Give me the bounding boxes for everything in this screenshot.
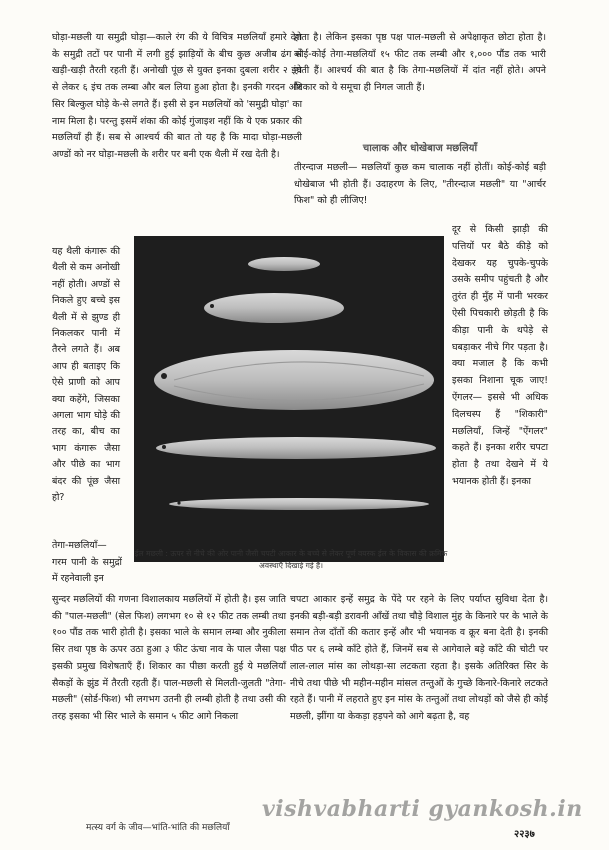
eel-larva-1 [248,257,320,271]
column-bottom-left [52,592,286,726]
photo-caption: ईल मछली : ऊपर से नीचे की ओर पानी जैसी चपटी आकार के बच्चे से लेकर पूर्ण वयस्क ईल के विकास की क्रमिक अवस्थाएँ दिखाई गई हैं। [134,549,448,570]
paragraph-archer-fish: तीरन्दाज मछली— मछलियाँ कुछ कम चालाक नहीं होतीं। कोई-कोई बड़ी धोखेबाज भी होती हैं। उदाहरण के लिए, "तीरन्दाज मछली" या "आर्चर फिश" को ही लीजिए! [294,162,546,207]
column-top-right [294,30,546,97]
paragraph-angler: दूर से किसी झाड़ी की पत्तियों पर बैठे कीड़े को देखकर यह चुपके-चुपके उसके समीप पहुंचती है और तुरंत ही मुँह में पानी भरकर ऐसी पिचकारी छोड़ती है कि कीड़ा पानी के थपेड़े से घबड़ाकर नीचे गिर पड़ता है। क्या मजाल है कि कभी इसका निशाना चूक जाए! ऐंगलर— इससे भी अधिक दिलचस्प हैं "शिकारी" मछलियाँ, जिन्हें "ऐंगलर" कहते हैं। इनका शरीर चपटा होता है तथा देखने में ये भयानक होती हैं। इनका [452,224,548,487]
column-left-narrow [52,244,120,507]
column-left-bottom-narrow [52,538,122,588]
watermark: vishvabharti gyankosh.in [262,796,583,822]
eel-larva-2 [204,293,344,323]
section-heading: चालाक और धोखेबाज मछलियाँ [362,143,478,154]
page-number: २२३७ [514,829,535,840]
paragraph-swordfish-intro: तेगा-मछलियाँ— गरम पानी के समुद्रों में रहनेवाली इन [52,540,122,585]
paragraph-seahorse: घोड़ा-मछली या समुद्री घोड़ा—काले रंग की ये विचित्र मछलियाँ हमारे देश के समुद्री तटों पर पानी में लगी हुई झाड़ियों के बीच कुछ अजीब ढंग से खड़ी-खड़ी तैरती रहती हैं। अनोखी पूंछ से युक्त इनका दुबला शरीर २ इंच से लेकर ६ इंच तक लम्बा और बल लिया हुआ होता है। इनकी गरदन और सिर बिल्कुल घोड़े के-से लगते हैं। इसी से इन मछलियों को 'समुद्री घोड़ा' का नाम मिला है। परन्तु इसमें शंका की कोई गुंजाइश नहीं कि ये एक प्रकार की मछलियाँ ही हैं। सब से आश्चर्य की बात तो यह है कि मादा घोड़ा-मछली अण्डों को नर घोड़ा-मछली के शरीर पर बनी एक थैली में रख देती है। [52,32,302,160]
running-footer: मत्स्य वर्ग के जीव—भांति-भांति की मछलियाँ [86,823,230,833]
column-top-left [52,30,302,164]
column-bottom-right [290,592,548,726]
eel-larva-3 [154,350,434,410]
eel-elver [169,498,429,510]
eel-photograph [134,236,444,562]
paragraph-sailfish: सुन्दर मछलियों की गणना विशालकाय मछलियों में होती है। इस जाति की "पाल-मछली" (सेल फिश) लगभग १० से १२ फीट तक लम्बी तथा १०० पौंड तक भारी होती है। इसका भाले के समान लम्बा और नुकीला सिर तथा पृष्ठ के ऊपर उठा हुआ ३ फीट ऊंचा नाव के पाल जैसा पक्ष इसकी प्रमुख विशेषताएँ हैं। शिकार का पीछा करती हुई ये मछलियाँ सैकड़ों के झुंड में तैरती रहती हैं। पाल-मछली से मिलती-जुलती "तेगा-मछली" (सोर्ड-फिश) भी लगभग उतनी ही लम्बी होती है तथा उसी की तरह इसका भी सिर भाले के समान ५ फीट आगे निकला [52,594,286,722]
eel-glass-eel [156,437,436,459]
paragraph-kangaroo-pouch: यह थैली कंगारू की थैली से कम अनोखी नहीं होती। अण्डों से निकले हुए बच्चे इस थैली में से झुण्ड ही निकलकर पानी में तैरने लगते हैं। अब आप ही बताइए कि ऐसे प्राणी को आप क्या कहेंगे, जिसका अगला भाग घोड़े की तरह का, बीच का भाग कंगारू जैसा और पीछे का भाग बंदर की पूंछ जैसा हो? [52,246,120,504]
column-right-narrow [452,222,548,491]
paragraph-angler-continued: चपटा आकार इन्हें समुद्र के पेंदे पर रहने के लिए पर्याप्त सुविधा देता है। इनकी बड़ी-बड़ी डरावनी आँखें तथा चौड़े विशाल मुंह के किनारे पर के भाले के समान तेज दाँतों की कतार इन्हें और भी भयानक व क्रूर बना देती है। इनकी पीठ पर ६ लम्बे काँटे होते हैं, जिनमें सब से आगेवाले बड़े काँटे की चोटी पर लाल-लाल मांस का लोथड़ा-सा लटकता रहता है। इसके अतिरिक्त सिर के नीचे तथा पीछे भी महीन-महीन मांसल तन्तुओं के गुच्छे किनारे-किनारे लटकते रहते हैं। पानी में लहराते हुए इन मांस के तन्तुओं तथा लोथड़ों को जैसे ही कोई मछली, झींगा या केकड़ा हड़पने को आगे बढ़ता है, वह [290,594,548,722]
paragraph-swordfish-continued: होता है। लेकिन इसका पृष्ठ पक्ष पाल-मछली से अपेक्षाकृत छोटा होता है। कोई-कोई तेगा-मछलियाँ १५ फीट तक लम्बी और १,००० पौंड तक भारी होती हैं। आश्चर्य की बात है कि तेगा-मछलियों में दांत नहीं होते। अपने शिकार को ये समूचा ही निगल जाती हैं। [294,32,546,94]
column-right-archer [294,160,546,210]
eel-illustration [134,236,444,562]
